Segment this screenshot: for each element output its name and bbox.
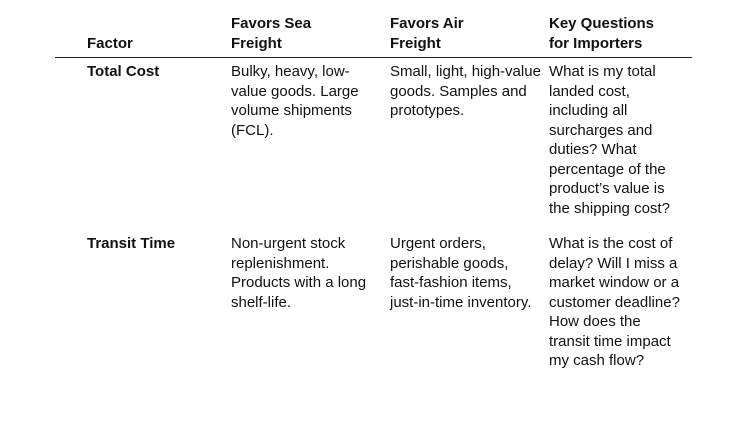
row-questions-cell: What is my total landed cost, including all surcharges and duties? What percentage of the product’s value is the shipping cost? bbox=[549, 63, 670, 217]
table-row bbox=[55, 58, 692, 231]
row-sea-cell: Non-urgent stock replenishment. Products with a long shelf-life. bbox=[231, 235, 367, 311]
table-header bbox=[55, 14, 692, 58]
header-favors-air-freight: Favors Air Freight bbox=[390, 14, 549, 58]
table-body bbox=[55, 58, 692, 383]
row-air-cell: Small, light, high-value goods. Samples and prototypes. bbox=[390, 63, 541, 119]
header-factor: Factor bbox=[55, 14, 231, 58]
comparison-table bbox=[55, 14, 692, 383]
table-row bbox=[55, 230, 692, 383]
row-questions-cell: What is the cost of delay? Will I miss a market window or a customer deadline? How does the transit time impact my cash flow? bbox=[549, 235, 680, 369]
row-factor-total-cost: Total Cost bbox=[87, 63, 160, 80]
header-row bbox=[55, 14, 692, 58]
row-factor-transit-time: Transit Time bbox=[87, 235, 176, 252]
row-sea-cell: Bulky, heavy, low-value goods. Large volume shipments (FCL). bbox=[231, 63, 359, 139]
header-favors-sea-freight: Favors Sea Freight bbox=[231, 14, 390, 58]
header-key-questions: Key Questions for Importers bbox=[549, 14, 692, 58]
row-air-cell: Urgent orders, perishable goods, fast-fashion items, just-in-time inventory. bbox=[390, 235, 532, 311]
